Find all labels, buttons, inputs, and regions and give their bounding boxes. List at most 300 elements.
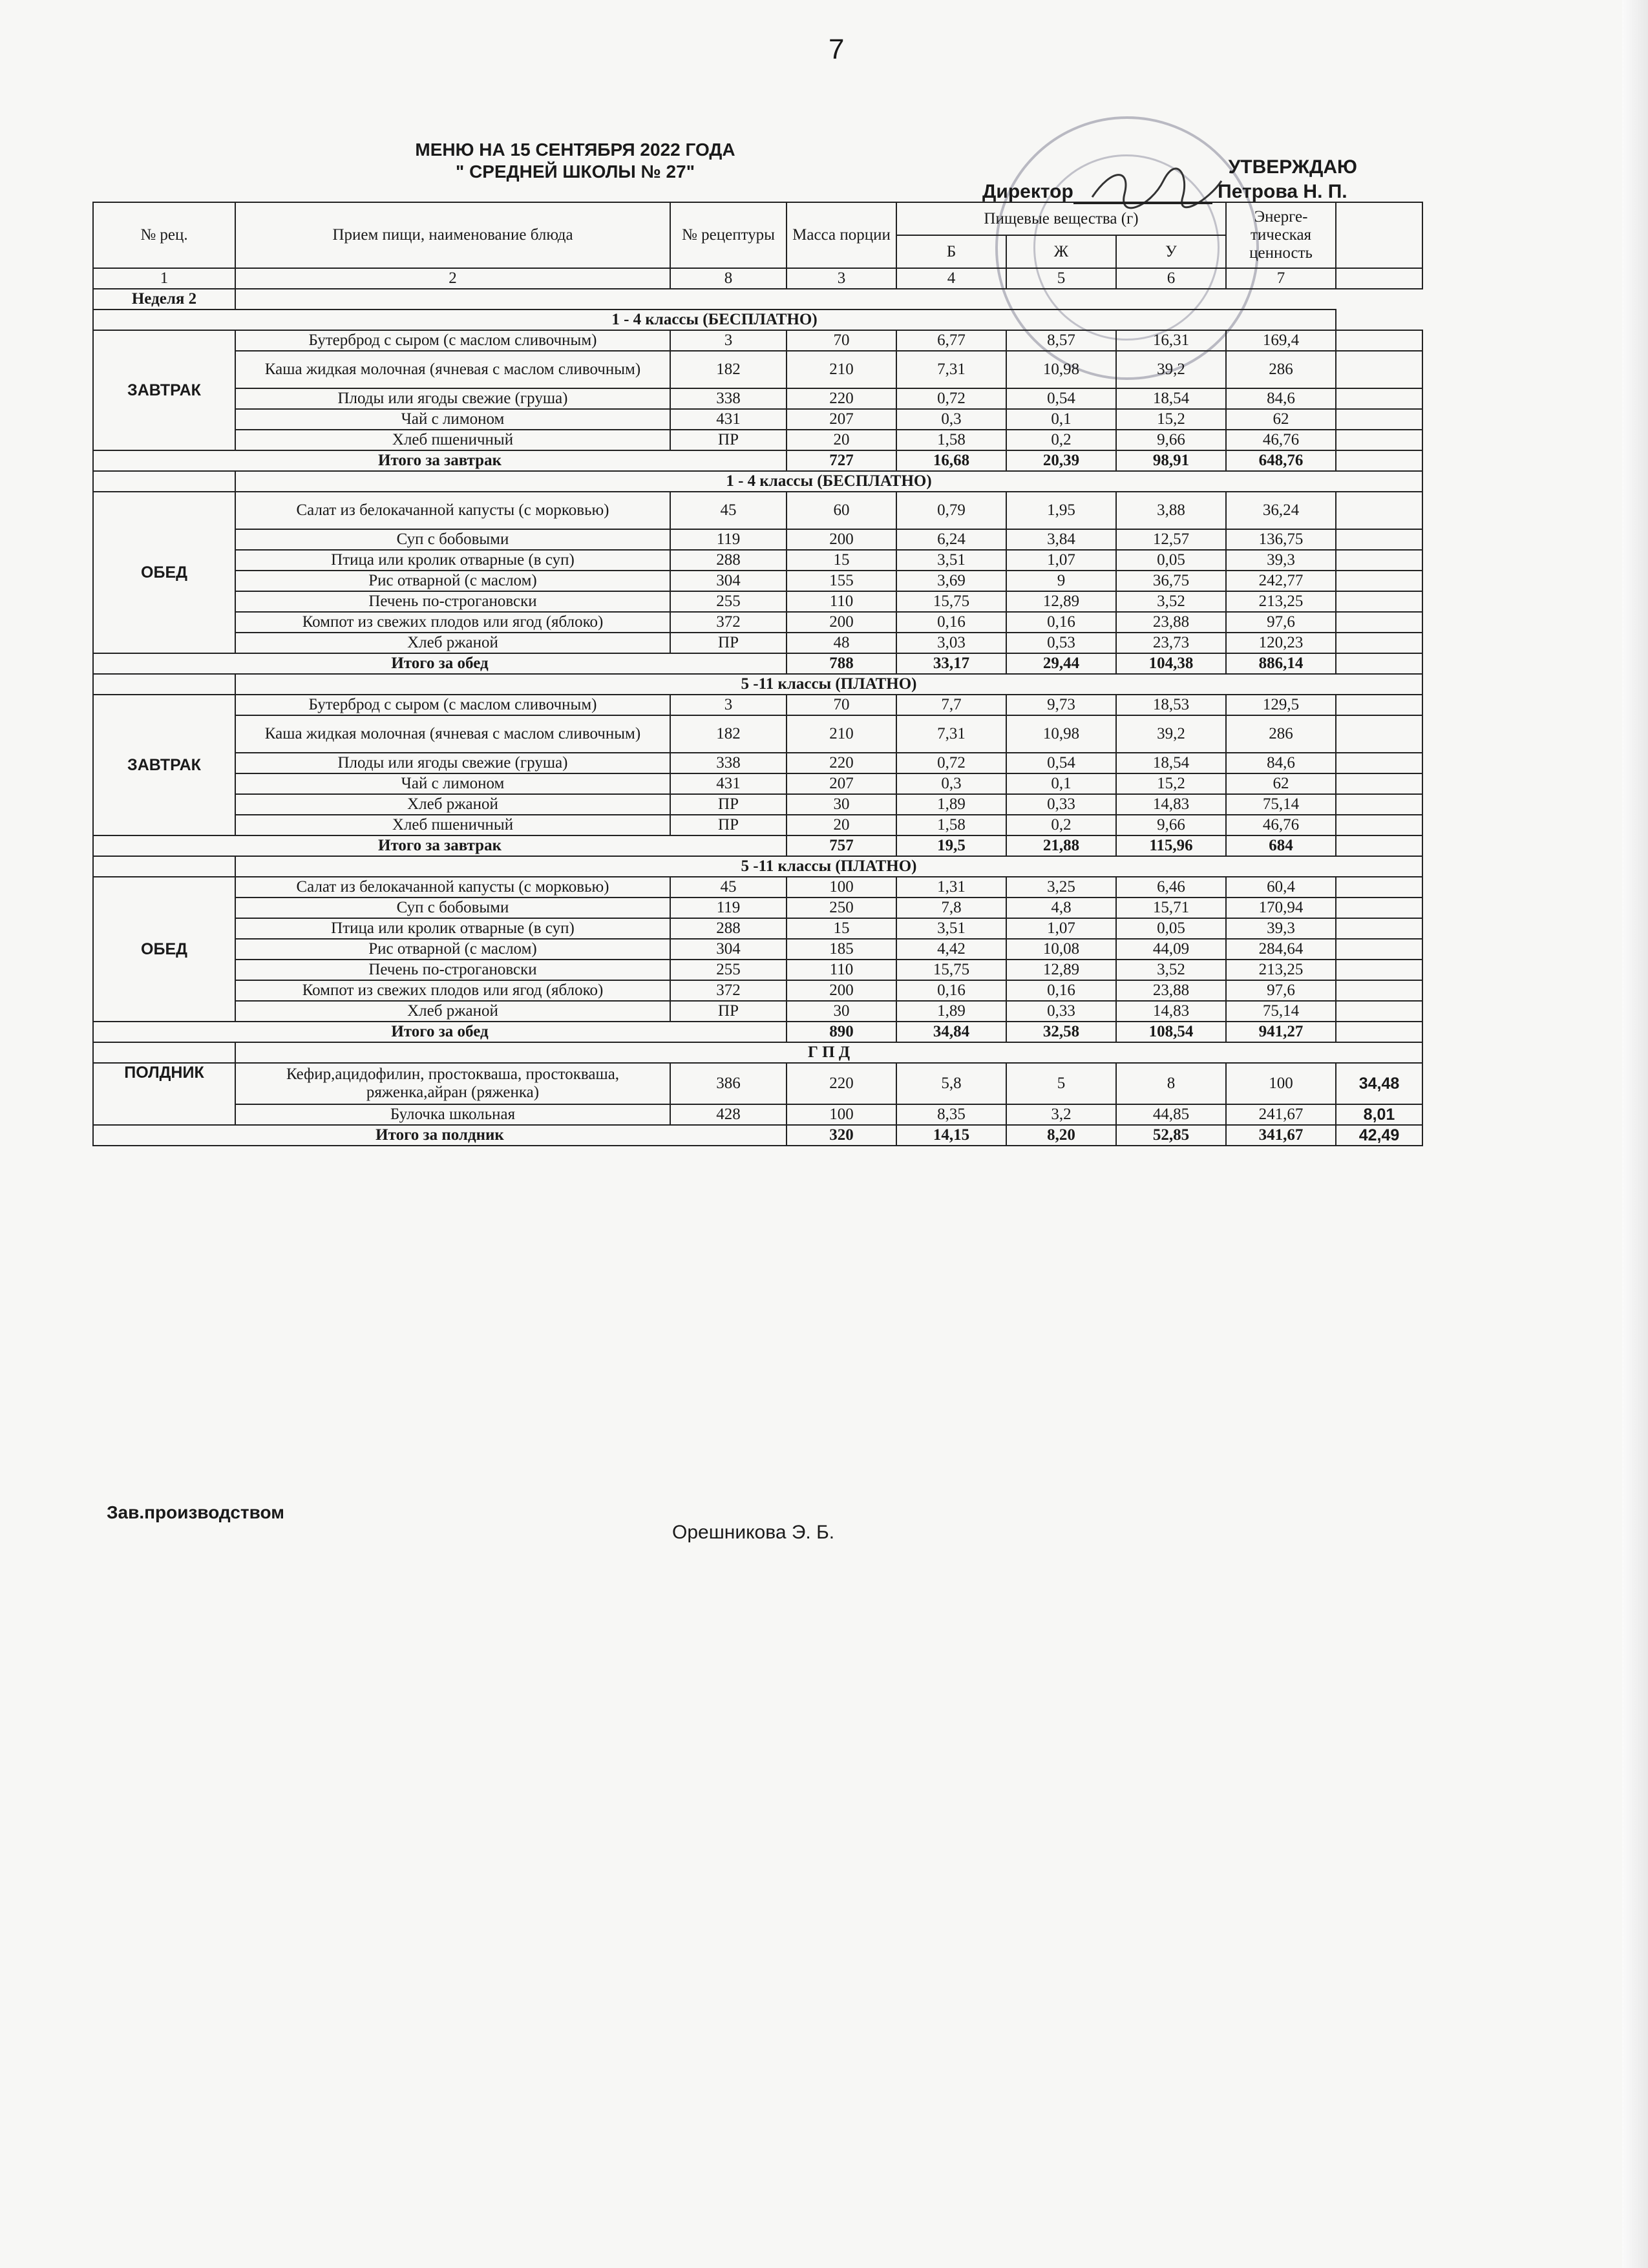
dish-name: Компот из свежих плодов или ягод (яблоко): [235, 612, 670, 633]
carbs: 15,2: [1116, 773, 1226, 794]
dish-name: Хлеб пшеничный: [235, 430, 670, 450]
approval-block: [982, 155, 1383, 204]
director-name: Петрова Н. П.: [1218, 181, 1347, 202]
col-num-7: 7: [1226, 268, 1336, 289]
fat: 0,1: [1006, 773, 1116, 794]
portion-mass: 185: [787, 939, 896, 960]
carbs: 14,83: [1116, 1001, 1226, 1022]
total-fat: 21,88: [1006, 835, 1116, 856]
extra-cell: [1336, 898, 1422, 918]
energy: 62: [1226, 773, 1336, 794]
recipe-number: 288: [670, 918, 787, 939]
carbs: 12,57: [1116, 529, 1226, 550]
protein: 1,31: [896, 877, 1006, 898]
menu-row: [93, 715, 1422, 753]
total-energy: 341,67: [1226, 1125, 1336, 1146]
portion-mass: 250: [787, 898, 896, 918]
recipe-number: 119: [670, 898, 787, 918]
meal-label: ОБЕД: [93, 877, 235, 1022]
recipe-number: 255: [670, 960, 787, 980]
fat: 3,2: [1006, 1104, 1116, 1125]
total-energy: 684: [1226, 835, 1336, 856]
recipe-number: ПР: [670, 633, 787, 653]
protein: 1,58: [896, 815, 1006, 835]
energy: 213,25: [1226, 591, 1336, 612]
energy: 75,14: [1226, 794, 1336, 815]
total-row: [93, 835, 1422, 856]
recipe-number: 372: [670, 612, 787, 633]
dish-name: Печень по-строгановски: [235, 960, 670, 980]
fat: 0,33: [1006, 794, 1116, 815]
director-line: [982, 180, 1383, 204]
fat: 3,25: [1006, 877, 1116, 898]
energy: 286: [1226, 351, 1336, 388]
menu-row: [93, 492, 1422, 529]
energy: 136,75: [1226, 529, 1336, 550]
dish-name: Бутерброд с сыром (с маслом сливочным): [235, 695, 670, 715]
extra-cell: [1336, 351, 1422, 388]
page-mark: 7: [829, 34, 845, 65]
total-row: [93, 1022, 1422, 1042]
protein: 1,89: [896, 794, 1006, 815]
portion-mass: 207: [787, 773, 896, 794]
extra-cell: [1336, 430, 1422, 450]
menu-row: [93, 550, 1422, 571]
menu-row: [93, 633, 1422, 653]
fat: 10,98: [1006, 351, 1116, 388]
dish-name: Хлеб ржаной: [235, 794, 670, 815]
total-mass: 320: [787, 1125, 896, 1146]
recipe-number: 119: [670, 529, 787, 550]
recipe-number: 431: [670, 409, 787, 430]
carbs: 23,88: [1116, 980, 1226, 1001]
total-fat: 32,58: [1006, 1022, 1116, 1042]
protein: 0,3: [896, 409, 1006, 430]
portion-mass: 30: [787, 1001, 896, 1022]
title-line-2: " СРЕДНЕЙ ШКОЛЫ № 27": [456, 162, 695, 182]
dish-name: Печень по-строгановски: [235, 591, 670, 612]
extra-cell: [1336, 612, 1422, 633]
production-head-name: Орешникова Э. Б.: [672, 1522, 835, 1543]
protein: 3,03: [896, 633, 1006, 653]
portion-mass: 220: [787, 1063, 896, 1104]
protein: 6,24: [896, 529, 1006, 550]
extra-cell: [1336, 773, 1422, 794]
total-fat: 8,20: [1006, 1125, 1116, 1146]
dish-name: Бутерброд с сыром (с маслом сливочным): [235, 330, 670, 351]
total-carbs: 108,54: [1116, 1022, 1226, 1042]
portion-mass: 207: [787, 409, 896, 430]
meal-label: ПОЛДНИК: [93, 1063, 235, 1125]
carbs: 36,75: [1116, 571, 1226, 591]
portion-mass: 200: [787, 529, 896, 550]
extra-cell: [1336, 529, 1422, 550]
portion-mass: 70: [787, 330, 896, 351]
portion-mass: 15: [787, 918, 896, 939]
protein: 3,69: [896, 571, 1006, 591]
protein: 15,75: [896, 960, 1006, 980]
protein: 0,79: [896, 492, 1006, 529]
recipe-number: 3: [670, 695, 787, 715]
recipe-number: 338: [670, 388, 787, 409]
fat: 3,84: [1006, 529, 1116, 550]
carbs: 0,05: [1116, 918, 1226, 939]
header-mass: Масса порции: [787, 202, 896, 268]
carbs: 16,31: [1116, 330, 1226, 351]
dish-name: Хлеб ржаной: [235, 633, 670, 653]
recipe-number: 45: [670, 492, 787, 529]
extra-cell: [1336, 980, 1422, 1001]
total-cost: 42,49: [1336, 1125, 1422, 1146]
protein: 6,77: [896, 330, 1006, 351]
menu-table: [92, 202, 1423, 1146]
section-title-row: [93, 471, 1422, 492]
extra-cell: [1336, 550, 1422, 571]
dish-name: Хлеб пшеничный: [235, 815, 670, 835]
recipe-number: ПР: [670, 1001, 787, 1022]
header-u: У: [1116, 235, 1226, 268]
protein: 0,3: [896, 773, 1006, 794]
energy: 46,76: [1226, 815, 1336, 835]
fat: 12,89: [1006, 960, 1116, 980]
fat: 10,08: [1006, 939, 1116, 960]
recipe-number: 182: [670, 351, 787, 388]
carbs: 39,2: [1116, 715, 1226, 753]
menu-row: [93, 591, 1422, 612]
col-num-3: 3: [787, 268, 896, 289]
carbs: 3,88: [1116, 492, 1226, 529]
header-energy: Энерге-тическая ценность: [1226, 202, 1336, 268]
fat: 0,54: [1006, 753, 1116, 773]
col-num-8: 8: [670, 268, 787, 289]
energy: 170,94: [1226, 898, 1336, 918]
week-label: Неделя 2: [93, 289, 235, 310]
extra-cell: [1336, 753, 1422, 773]
extra-cell: [1336, 409, 1422, 430]
header-row: [93, 202, 1422, 235]
extra-cell: [1336, 330, 1422, 351]
meal-label: ЗАВТРАК: [93, 330, 235, 450]
total-protein: 34,84: [896, 1022, 1006, 1042]
recipe-number: 45: [670, 877, 787, 898]
energy: 129,5: [1226, 695, 1336, 715]
portion-mass: 100: [787, 1104, 896, 1125]
fat: 5: [1006, 1063, 1116, 1104]
fat: 0,53: [1006, 633, 1116, 653]
extra-cell: [1336, 715, 1422, 753]
col-num-1: 1: [93, 268, 235, 289]
col-num-extra: [1336, 268, 1422, 289]
section-title-row: [93, 674, 1422, 695]
extra-cell: [1336, 388, 1422, 409]
energy: 284,64: [1226, 939, 1336, 960]
total-fat: 29,44: [1006, 653, 1116, 674]
portion-mass: 110: [787, 591, 896, 612]
menu-row: [93, 695, 1422, 715]
recipe-number: 3: [670, 330, 787, 351]
menu-row: [93, 612, 1422, 633]
total-label: Итого за обед: [93, 1022, 787, 1042]
director-label: Директор: [982, 181, 1073, 202]
protein: 1,89: [896, 1001, 1006, 1022]
portion-mass: 15: [787, 550, 896, 571]
energy: 39,3: [1226, 918, 1336, 939]
protein: 7,31: [896, 351, 1006, 388]
extra-cell: [1336, 653, 1422, 674]
fat: 10,98: [1006, 715, 1116, 753]
extra-cell: [1336, 918, 1422, 939]
energy: 286: [1226, 715, 1336, 753]
protein: 0,72: [896, 388, 1006, 409]
total-label: Итого за полдник: [93, 1125, 787, 1146]
carbs: 9,66: [1116, 815, 1226, 835]
fat: 9,73: [1006, 695, 1116, 715]
production-head-label: Зав.производством: [107, 1502, 284, 1522]
total-protein: 33,17: [896, 653, 1006, 674]
menu-row: [93, 960, 1422, 980]
fat: 4,8: [1006, 898, 1116, 918]
energy: 84,6: [1226, 388, 1336, 409]
total-mass: 890: [787, 1022, 896, 1042]
protein: 8,35: [896, 1104, 1006, 1125]
menu-row: [93, 1001, 1422, 1022]
dish-name: Каша жидкая молочная (ячневая с маслом сливочным): [235, 715, 670, 753]
menu-row: [93, 918, 1422, 939]
portion-mass: 48: [787, 633, 896, 653]
extra-cell: [1336, 1022, 1422, 1042]
menu-row: [93, 571, 1422, 591]
carbs: 23,73: [1116, 633, 1226, 653]
menu-row: [93, 351, 1422, 388]
section-title-row: [93, 856, 1422, 877]
header-nutrients: Пищевые вещества (г): [896, 202, 1226, 235]
energy: 46,76: [1226, 430, 1336, 450]
extra-cell: [1336, 571, 1422, 591]
portion-mass: 200: [787, 612, 896, 633]
total-carbs: 115,96: [1116, 835, 1226, 856]
dish-name: Птица или кролик отварные (в суп): [235, 918, 670, 939]
dish-name: Салат из белокачанной капусты (с морковью): [235, 877, 670, 898]
menu-row: [93, 898, 1422, 918]
section-title: 5 -11 классы (ПЛАТНО): [235, 856, 1422, 877]
carbs: 3,52: [1116, 591, 1226, 612]
header-recipe: № рецептуры: [670, 202, 787, 268]
recipe-number: 338: [670, 753, 787, 773]
recipe-number: 372: [670, 980, 787, 1001]
dish-name: Птица или кролик отварные (в суп): [235, 550, 670, 571]
fat: 9: [1006, 571, 1116, 591]
recipe-number: 182: [670, 715, 787, 753]
portion-mass: 100: [787, 877, 896, 898]
fat: 12,89: [1006, 591, 1116, 612]
meal-label: ЗАВТРАК: [93, 695, 235, 835]
extra-cell: [1336, 633, 1422, 653]
energy: 242,77: [1226, 571, 1336, 591]
total-energy: 941,27: [1226, 1022, 1336, 1042]
energy: 97,6: [1226, 612, 1336, 633]
fat: 1,95: [1006, 492, 1116, 529]
dish-name: Булочка школьная: [235, 1104, 670, 1125]
menu-row: [93, 1104, 1422, 1125]
portion-mass: 210: [787, 351, 896, 388]
dish-name: Суп с бобовыми: [235, 898, 670, 918]
portion-mass: 220: [787, 753, 896, 773]
energy: 120,23: [1226, 633, 1336, 653]
extra-cell: [1336, 877, 1422, 898]
fat: 0,33: [1006, 1001, 1116, 1022]
recipe-number: 304: [670, 939, 787, 960]
approve-label: УТВЕРЖДАЮ: [1228, 156, 1357, 178]
recipe-number: ПР: [670, 430, 787, 450]
fat: 0,16: [1006, 612, 1116, 633]
carbs: 15,71: [1116, 898, 1226, 918]
protein: 15,75: [896, 591, 1006, 612]
carbs: 15,2: [1116, 409, 1226, 430]
total-energy: 886,14: [1226, 653, 1336, 674]
section-title-row: [93, 1042, 1422, 1063]
menu-row: [93, 330, 1422, 351]
extra-cell: [1336, 695, 1422, 715]
total-label: Итого за обед: [93, 653, 787, 674]
menu-row: [93, 939, 1422, 960]
portion-mass: 20: [787, 430, 896, 450]
total-energy: 648,76: [1226, 450, 1336, 471]
dish-name: Плоды или ягоды свежие (груша): [235, 388, 670, 409]
section-title-row: [93, 310, 1422, 330]
carbs: 8: [1116, 1063, 1226, 1104]
fat: 1,07: [1006, 550, 1116, 571]
header-extra: [1336, 202, 1422, 268]
total-protein: 14,15: [896, 1125, 1006, 1146]
extra-cell: [1336, 939, 1422, 960]
extra-cell: [1336, 960, 1422, 980]
total-carbs: 104,38: [1116, 653, 1226, 674]
menu-row: [93, 815, 1422, 835]
total-label: Итого за завтрак: [93, 450, 787, 471]
dish-name: Рис отварной (с маслом): [235, 571, 670, 591]
recipe-number: 288: [670, 550, 787, 571]
menu-row: [93, 753, 1422, 773]
portion-mass: 210: [787, 715, 896, 753]
protein: 7,31: [896, 715, 1006, 753]
section-title: 1 - 4 классы (БЕСПЛАТНО): [93, 310, 1336, 330]
total-protein: 16,68: [896, 450, 1006, 471]
total-fat: 20,39: [1006, 450, 1116, 471]
energy: 97,6: [1226, 980, 1336, 1001]
menu-row: [93, 877, 1422, 898]
fat: 0,1: [1006, 409, 1116, 430]
energy: 39,3: [1226, 550, 1336, 571]
energy: 241,67: [1226, 1104, 1336, 1125]
energy: 75,14: [1226, 1001, 1336, 1022]
protein: 3,51: [896, 550, 1006, 571]
carbs: 44,85: [1116, 1104, 1226, 1125]
energy: 84,6: [1226, 753, 1336, 773]
cost: 34,48: [1336, 1063, 1422, 1104]
protein: 4,42: [896, 939, 1006, 960]
portion-mass: 20: [787, 815, 896, 835]
menu-row: [93, 794, 1422, 815]
protein: 3,51: [896, 918, 1006, 939]
portion-mass: 30: [787, 794, 896, 815]
carbs: 18,54: [1116, 753, 1226, 773]
total-mass: 757: [787, 835, 896, 856]
recipe-number: ПР: [670, 815, 787, 835]
carbs: 39,2: [1116, 351, 1226, 388]
section-title-spacer: [93, 1042, 235, 1063]
carbs: 3,52: [1116, 960, 1226, 980]
recipe-number: 428: [670, 1104, 787, 1125]
carbs: 6,46: [1116, 877, 1226, 898]
dish-name: Чай с лимоном: [235, 409, 670, 430]
portion-mass: 155: [787, 571, 896, 591]
extra-cell: [1336, 450, 1422, 471]
menu-row: [93, 388, 1422, 409]
document-title: [388, 139, 763, 183]
recipe-number: 304: [670, 571, 787, 591]
dish-name: Чай с лимоном: [235, 773, 670, 794]
dish-name: Кефир,ацидофилин, простокваша, простокваша, ряженка,айран (ряженка): [235, 1063, 670, 1104]
total-mass: 788: [787, 653, 896, 674]
fat: 0,54: [1006, 388, 1116, 409]
dish-name: Суп с бобовыми: [235, 529, 670, 550]
portion-mass: 200: [787, 980, 896, 1001]
protein: 0,16: [896, 612, 1006, 633]
menu-row: [93, 430, 1422, 450]
recipe-number: 255: [670, 591, 787, 612]
meal-label: ОБЕД: [93, 492, 235, 653]
dish-name: Рис отварной (с маслом): [235, 939, 670, 960]
carbs: 18,54: [1116, 388, 1226, 409]
total-carbs: 98,91: [1116, 450, 1226, 471]
menu-row: [93, 1063, 1422, 1104]
energy: 100: [1226, 1063, 1336, 1104]
fat: 1,07: [1006, 918, 1116, 939]
header-zh: Ж: [1006, 235, 1116, 268]
header-name: Прием пищи, наименование блюда: [235, 202, 670, 268]
carbs: 14,83: [1116, 794, 1226, 815]
portion-mass: 70: [787, 695, 896, 715]
extra-cell: [1336, 591, 1422, 612]
menu-row: [93, 409, 1422, 430]
col-num-5: 5: [1006, 268, 1116, 289]
section-title: 5 -11 классы (ПЛАТНО): [235, 674, 1422, 695]
extra-cell: [1336, 1001, 1422, 1022]
menu-row: [93, 529, 1422, 550]
col-num-4: 4: [896, 268, 1006, 289]
protein: 5,8: [896, 1063, 1006, 1104]
carbs: 0,05: [1116, 550, 1226, 571]
col-num-6: 6: [1116, 268, 1226, 289]
recipe-number: 431: [670, 773, 787, 794]
section-title: Г П Д: [235, 1042, 1422, 1063]
protein: 7,8: [896, 898, 1006, 918]
portion-mass: 110: [787, 960, 896, 980]
total-protein: 19,5: [896, 835, 1006, 856]
energy: 213,25: [1226, 960, 1336, 980]
energy: 62: [1226, 409, 1336, 430]
protein: 0,72: [896, 753, 1006, 773]
fat: 0,16: [1006, 980, 1116, 1001]
dish-name: Плоды или ягоды свежие (груша): [235, 753, 670, 773]
col-num-2: 2: [235, 268, 670, 289]
total-row: [93, 653, 1422, 674]
extra-cell: [1336, 794, 1422, 815]
energy: 60,4: [1226, 877, 1336, 898]
extra-cell: [1336, 815, 1422, 835]
cost: 8,01: [1336, 1104, 1422, 1125]
menu-row: [93, 773, 1422, 794]
